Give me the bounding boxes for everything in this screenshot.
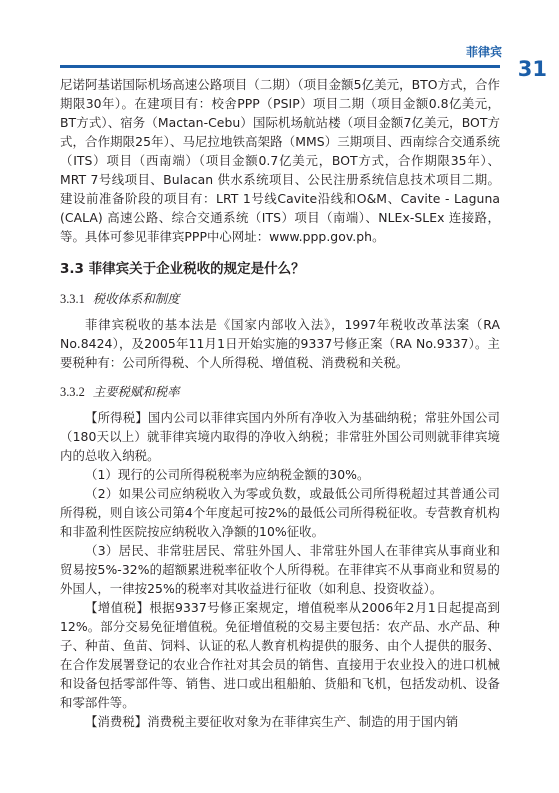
income-tax-label: 【所得税】 <box>85 410 148 425</box>
subsection-title-3-3-2 <box>60 382 500 402</box>
excise-tax-text: 消费税主要征收对象为在菲律宾生产、制造的用于国内销 <box>147 714 459 729</box>
subsection-number: 3.3.1 <box>60 292 85 306</box>
income-tax-text: 国内公司以菲律宾国内外所有净收入为基础纳税；常驻外国公司（180天以上）就菲律宾境内取得的净收入纳税；非常驻外国公司则就菲律宾境内的总收入纳税。 <box>60 410 501 463</box>
income-tax-paragraph <box>60 408 500 465</box>
excise-tax-label: 【消费税】 <box>85 714 148 729</box>
tax-system-paragraph: 菲律宾税收的基本法是《国家内部收入法》，1997年税收改革法案（RA No.8424），及2005年11月1日开始实施的9337号修正案（RA No.9337）。主要税种有：公司所得税、个人所得税、增值税、消费税和关税。 <box>60 317 500 370</box>
income-tax-item-3: （3）居民、非常驻居民、常驻外国人、非常驻外国人在菲律宾从事商业和贸易按5%-32%的超额累进税率征收个人所得税。在菲律宾不从事商业和贸易的外国人，一律按25%的税率对其收益进行征收（如利息、投资收益）。 <box>60 543 500 596</box>
page-number: 31 <box>517 57 547 81</box>
intro-paragraph: 尼诺阿基诺国际机场高速公路项目（二期）（项目金额5亿美元，BTO方式，合作期限30年）。在建项目有：校舍PPP（PSIP）项目二期（项目金额0.8亿美元，BT方式）、宿务（Mactan-Cebu）国际机场航站楼（项目金额7亿美元，BOT方式，合作期限25年）、马尼拉地铁高架路（MMS）三期项目、西南综合交通系统（ITS）项目（西南端）（项目金额0.7亿美元，BOT方式，合作期限35年）、MRT 7号线项目、Bulacan 供水系统项目、公民注册系统信息技术项目二期。建设前准备阶段的项目有：LRT 1号线Cavite沿线和O&M、Cavite - Laguna (CALA) 高速公路、综合交通系统（ITS）项目（南端）、NLEx-SLEx 连接路，等。具体可参见菲律宾PPP中心网址：www.ppp.gov.ph。 <box>60 77 500 244</box>
excise-tax-paragraph <box>60 712 500 731</box>
subsection-heading: 税收体系和制度 <box>92 291 180 306</box>
income-tax-item-2: （2）如果公司应纳税收入为零或负数，或最低公司所得税超过其普通公司所得税，则自该公司第4个年度起可按2%的最低公司所得税征收。专营教育机构和非盈利性医院按应纳税收入净额的10%征收。 <box>60 486 500 539</box>
vat-label: 【增值税】 <box>85 600 150 615</box>
subsection-heading: 主要税赋和税率 <box>92 384 180 399</box>
section-title-3-3: 3.3 菲律宾关于企业税收的规定是什么？ <box>60 261 305 277</box>
subsection-number: 3.3.2 <box>60 385 85 399</box>
page-content <box>60 75 500 731</box>
vat-paragraph <box>60 598 500 712</box>
income-tax-item-1: （1）现行的公司所得税税率为应纳税金额的30%。 <box>85 467 370 482</box>
header-rule <box>60 65 500 68</box>
subsection-title-3-3-1 <box>60 289 500 309</box>
vat-text: 根据9337号修正案规定，增值税率从2006年2月1日起提高到12%。部分交易免征增值税。免征增值税的交易主要包括：农产品、水产品、种子、种苗、鱼苗、饲料、认证的私人教育机构提供的服务、由个人提供的服务、在合作发展署登记的农业合作社对其会员的销售、直接用于农业投入的进口机械和设备包括零部件等、销售、进口或出租船舶、货船和飞机，包括发动机、设备和零部件等。 <box>60 600 500 710</box>
section-header-label: 菲律宾 <box>465 45 502 59</box>
